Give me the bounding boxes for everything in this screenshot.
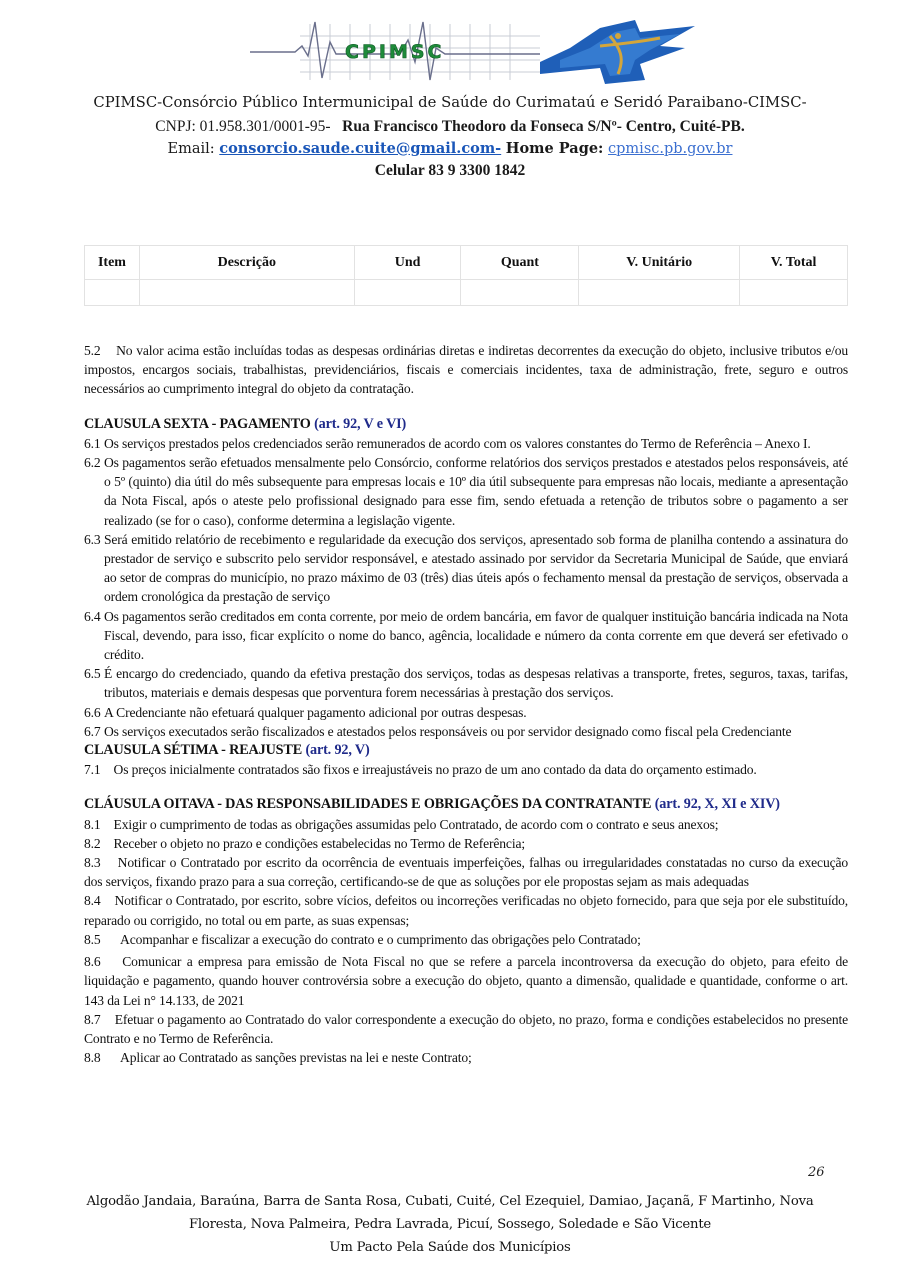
list-item [84,530,848,607]
list-item [84,891,848,929]
table-row [85,280,848,306]
clause-sexta-list [84,434,848,741]
paragraph-5-2 [84,341,848,399]
homepage-label: Home Page: [505,140,604,157]
list-item [84,760,848,779]
list-item [84,607,848,665]
list-item [84,1010,848,1048]
item-text: Efetuar o pagamento ao Contratado do valor correspondente a execução do objeto, no prazo, forma e condições estabelecidos no presente Contrato e no Termo de Referência. [84,1011,848,1046]
homepage-link[interactable]: cpmisc.pb.gov.br [608,141,733,157]
table-header-row [85,246,848,280]
list-item [84,453,848,530]
item-text: Os serviços prestados pelos credenciados serão remunerados de acordo com os valores constantes do Termo de Referência – Anexo I. [104,435,811,451]
list-item [84,952,848,1010]
item-number: 6.3 [84,531,101,547]
item-number: 8.8 [84,1050,101,1066]
paragraph-text: No valor acima estão incluídas todas as despesas ordinárias diretas e indiretas decorrentes da execução do objeto, inclusive tributos e/ou impostos, encargos sociais, trabalhistas, previdenciários, fiscais e comerciais incidentes, taxa de administração, frete, seguro e outros necessários ao cumprimento integral do objeto da contratação. [84,343,848,397]
item-text: Aplicar ao Contratado as sanções previstas na lei e neste Contrato; [120,1050,472,1066]
logo-text: CPIMSC [345,41,445,63]
item-number: 8.4 [84,893,101,909]
item-text: Acompanhar e fiscalizar a execução do contrato e o cumprimento das obrigações pelo Contratado; [120,931,641,947]
clause-reference: (art. 92, V e VI) [314,415,407,432]
footer-slogan: Um Pacto Pela Saúde dos Municípios [329,1240,571,1255]
item-number: 8.1 [84,816,101,832]
item-text: Exigir o cumprimento de todas as obrigações assumidas pelo Contratado, de acordo com o contrato e seus anexos; [113,816,719,832]
table-cell [740,280,848,306]
table-cell [579,280,740,306]
column-header-quant: Quant [461,246,579,280]
item-number: 8.2 [84,835,101,851]
column-header-item: Item [85,246,140,280]
column-header-descricao: Descrição [139,246,354,280]
list-item [84,1048,848,1067]
clause-heading-setima [84,741,848,760]
items-table [84,245,848,306]
item-text: Os pagamentos serão efetuados mensalmente pelo Consórcio, conforme relatórios dos serviços prestados e atestados pelos responsáveis, até o 5º (quinto) dia útil do mês subsequente para empresas locais e 10º dia útil subsequente para empresas não locais, mediante a apresentação da Nota Fiscal, após o ateste pelo profissional designado para esse fim, sendo efetuada a retenção de tributos sobre o pagamento a ser realizado (se for o caso), conforme determina a legislação vigente. [104,455,848,528]
page-number: 26 [808,1165,825,1180]
item-text: A Credenciante não efetuará qualquer pagamento adicional por outras despesas. [104,704,527,720]
table-cell [85,280,140,306]
clause-reference: (art. 92, V) [305,742,370,759]
item-number: 6.7 [84,723,101,739]
email-link[interactable]: consorcio.saude.cuite@gmail.com- [219,140,502,157]
list-item [84,703,848,722]
footer-municipalities-line-1: Algodão Jandaia, Baraúna, Barra de Santa Rosa, Cubati, Cuité, Cel Ezequiel, Damiao, Jaçanã, F Martinho, Nova [86,1194,814,1209]
header-address: Rua Francisco Theodoro da Fonseca S/Nº- Centro, Cuité-PB. [342,118,745,135]
header-org-name: CPIMSC-Consórcio Público Intermunicipal de Saúde do Curimataú e Seridó Paraibano-CIMSC- [93,94,807,111]
clause-oitava-list [84,815,848,1068]
contract-body [84,341,848,1067]
clause-reference: (art. 92, X, XI e XIV) [654,796,780,813]
clause-heading-sexta [84,415,848,434]
item-number: 8.6 [84,954,101,970]
item-number: 6.6 [84,704,101,720]
item-number: 6.1 [84,435,101,451]
item-number: 6.2 [84,455,101,471]
item-number: 6.5 [84,666,101,682]
table-cell [139,280,354,306]
list-item [84,853,848,891]
clause-title: CLAUSULA SEXTA - PAGAMENTO [84,415,311,432]
header-cnpj: CNPJ: 01.958.301/0001-95- [155,118,331,135]
item-text: Será emitido relatório de recebimento e regularidade da execução dos serviços, apresentado sob forma de planilha contendo a assinatura do prestador de serviço e subscrito pelo servidor responsável, e atestado assinado por servidor da Secretaria Municipal de Saúde, que enviará ao setor de compras do município, no prazo máximo de 03 (três) dias úteis após o fechamento mensal da prestação de serviços, observada a ordem cronológica da prestação de serviço [104,531,848,605]
header-contact-line [0,140,900,157]
medical-cross-icon [540,20,695,84]
header-phone: Celular 83 9 3300 1842 [374,162,526,179]
item-number: 7.1 [84,762,101,778]
item-text: Notificar o Contratado por escrito da ocorrência de eventuais imperfeições, falhas ou irregularidades constatadas no curso da execução dos serviços, fixando prazo para a sua correção, certificando-se de que as soluções por ele propostas sejam as mais adequadas [84,855,849,890]
item-text: Notificar o Contratado, por escrito, sobre vícios, defeitos ou incorreções verificadas no objeto fornecido, para que seja por ele substituído, reparado ou corrigido, no total ou em parte, as suas expensas; [84,893,848,928]
item-text: Os preços inicialmente contratados são fixos e irreajustáveis no prazo de um ano contado da data do orçamento estimado. [113,762,757,778]
table-cell [461,280,579,306]
item-number: 6.4 [84,608,101,624]
list-item [84,664,848,702]
list-item [84,834,848,853]
list-item [84,434,848,453]
column-header-und: Und [354,246,461,280]
column-header-v-total: V. Total [740,246,848,280]
item-text: Receber o objeto no prazo e condições estabelecidas no Termo de Referência; [113,835,525,851]
item-text: Os pagamentos serão creditados em conta corrente, por meio de ordem bancária, em favor de qualquer instituição bancária indicada na Nota Fiscal, devendo, para isso, ficar explícito o nome do banco, agência, localidade e número da conta corrente em que deverá ser efetivado o crédito. [104,608,848,663]
item-number: 8.3 [84,855,101,871]
footer-municipalities-line-2: Floresta, Nova Palmeira, Pedra Lavrada, Picuí, Sossego, Soledade e São Vicente [188,1217,712,1232]
column-header-v-unitario: V. Unitário [579,246,740,280]
item-text: Os serviços executados serão fiscalizados e atestados pelos responsáveis ou por servidor designado como fiscal pela Credenciante [104,723,792,739]
list-item [84,722,848,741]
list-item [84,930,848,949]
item-text: Comunicar a empresa para emissão de Nota Fiscal no que se refere a parcela incontroversa da execução do objeto, para efeito de liquidação e pagamento, quando houver controvérsia sobre a execução do objeto, quanto a dimensão, qualidade e quantidade, conforme o art. 143 da Lei n° 14.133, de 2021 [84,954,849,1008]
list-item [84,815,848,834]
clause-heading-oitava [84,795,848,814]
table-cell [354,280,461,306]
header-address-line [0,118,900,136]
paragraph-number: 5.2 [84,343,101,358]
cpimsc-logo [240,18,695,86]
item-text: É encargo do credenciado, quando da efetiva prestação dos serviços, todas as despesas relativas a transporte, fretes, seguros, taxas, tarifas, tributos, materiais e demais despesas que porventura forem necessárias à prestação dos serviços. [104,666,848,701]
email-label: Email: [167,141,215,157]
item-number: 8.5 [84,931,101,947]
clause-title: CLÁUSULA OITAVA - DAS RESPONSABILIDADES E OBRIGAÇÕES DA CONTRATANTE [84,796,652,813]
item-number: 8.7 [84,1011,101,1027]
clause-title: CLAUSULA SÉTIMA - REAJUSTE [84,742,303,759]
